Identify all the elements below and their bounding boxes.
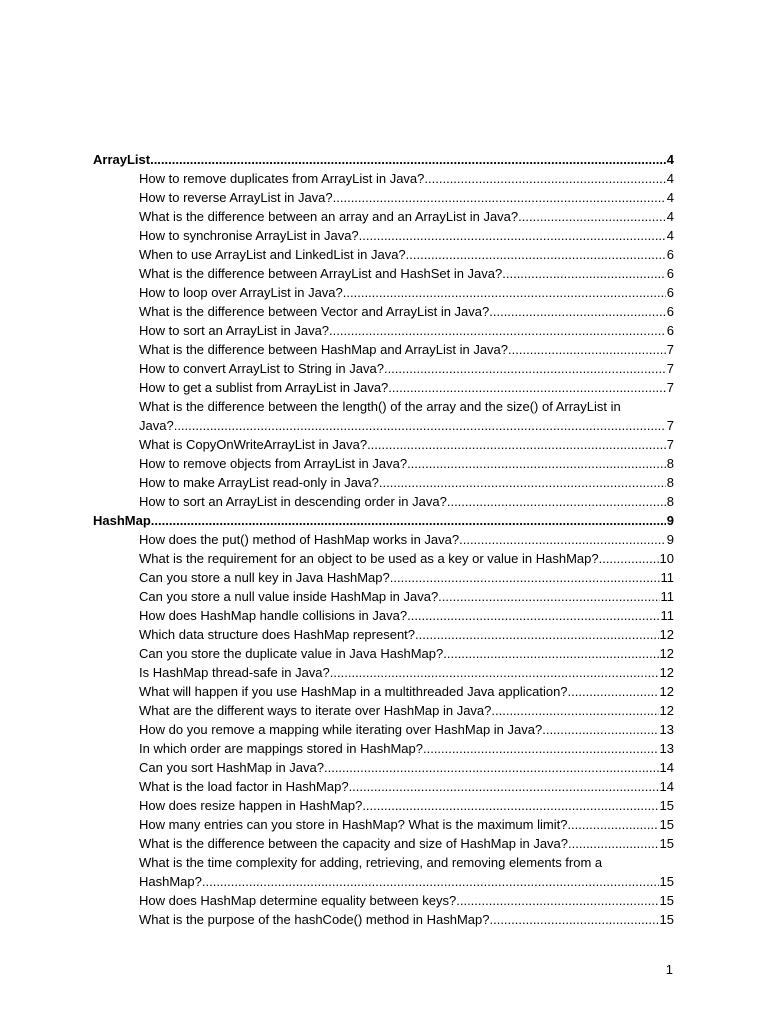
- toc-entry-page: 4: [666, 228, 674, 243]
- toc-entry-page: 15: [659, 893, 674, 908]
- toc-entry-page: 6: [666, 285, 674, 300]
- toc-entry-title: Can you store a null value inside HashMap in Java?: [139, 589, 439, 604]
- toc-entry-page: 11: [660, 570, 674, 585]
- dot-leader: [379, 473, 666, 492]
- toc-entry-title: Can you store the duplicate value in Java HashMap?: [139, 646, 444, 661]
- toc-entry-page: 8: [666, 494, 674, 509]
- toc-entry[interactable]: [93, 625, 674, 644]
- toc-entry[interactable]: [93, 777, 674, 796]
- toc-entry[interactable]: [93, 549, 674, 568]
- toc-entry-title: How does HashMap determine equality between keys?: [139, 893, 457, 908]
- dot-leader: [489, 910, 658, 929]
- toc-entry-page: 12: [659, 665, 674, 680]
- dot-leader: [367, 435, 666, 454]
- dot-leader: [202, 872, 659, 891]
- dot-leader: [415, 625, 659, 644]
- toc-entry-page: 4: [666, 190, 674, 205]
- toc-entry-title: Can you store a null key in Java HashMap?: [139, 570, 390, 585]
- toc-entry-page: 7: [666, 418, 674, 433]
- toc-entry[interactable]: [93, 834, 674, 853]
- toc-entry-page: 7: [666, 361, 674, 376]
- toc-entry-page: 13: [659, 722, 674, 737]
- dot-leader: [568, 834, 659, 853]
- toc-entry-title: How to sort an ArrayList in descending order in Java?: [139, 494, 447, 509]
- toc-entry-title: When to use ArrayList and LinkedList in Java?: [139, 247, 406, 262]
- toc-entry-title: What is the purpose of the hashCode() method in HashMap?: [139, 912, 490, 927]
- dot-leader: [329, 321, 666, 340]
- dot-leader: [359, 226, 666, 245]
- toc-entry-page: 10: [659, 551, 674, 566]
- toc-entry-title: How to reverse ArrayList in Java?: [139, 190, 333, 205]
- toc-section-title: ArrayList: [93, 152, 151, 167]
- toc-entry-page: 12: [659, 684, 674, 699]
- dot-leader: [542, 720, 658, 739]
- toc-entry-title-line: What is the time complexity for adding, retrieving, and removing elements from a: [139, 855, 603, 870]
- toc-entry[interactable]: [93, 758, 674, 777]
- toc-entry-title: Is HashMap thread-safe in Java?: [139, 665, 330, 680]
- toc-entry-page: 8: [666, 456, 674, 471]
- toc-entry[interactable]: [93, 663, 674, 682]
- dot-leader: [324, 758, 659, 777]
- dot-leader: [489, 302, 666, 321]
- toc-entry-title: How many entries can you store in HashMap? What is the maximum limit?: [139, 817, 568, 832]
- toc-entry-title: What is the requirement for an object to be used as a key or value in HashMap?: [139, 551, 599, 566]
- dot-leader: [333, 188, 666, 207]
- toc-entry-title: What is the difference between Vector and ArrayList in Java?: [139, 304, 490, 319]
- toc-entry-title: How to get a sublist from ArrayList in Java?: [139, 380, 389, 395]
- toc-entry-title-line: What is the difference between the length() of the array and the size() of ArrayList in: [139, 399, 621, 414]
- dot-leader: [390, 568, 660, 587]
- toc-entry-title: What is the difference between the capacity and size of HashMap in Java?: [139, 836, 569, 851]
- toc-section[interactable]: [93, 511, 674, 530]
- toc-entry-title: How to make ArrayList read-only in Java?: [139, 475, 379, 490]
- toc-entry-page: 4: [666, 152, 674, 167]
- toc-entry-title: What is the load factor in HashMap?: [139, 779, 349, 794]
- dot-leader: [508, 340, 666, 359]
- toc-entry[interactable]: [93, 910, 674, 929]
- toc-entry[interactable]: [93, 606, 674, 625]
- dot-leader: [438, 587, 659, 606]
- toc-entry[interactable]: [93, 340, 674, 359]
- toc-entry[interactable]: [93, 378, 674, 397]
- dot-leader: [518, 207, 666, 226]
- dot-leader: [388, 378, 665, 397]
- toc-entry[interactable]: [93, 473, 674, 492]
- toc-entry[interactable]: [93, 397, 674, 435]
- toc-entry-title: How to loop over ArrayList in Java?: [139, 285, 343, 300]
- toc-entry-title: What will happen if you use HashMap in a multithreaded Java application?: [139, 684, 568, 699]
- toc-entry[interactable]: [93, 720, 674, 739]
- dot-leader: [502, 264, 666, 283]
- toc-section[interactable]: [93, 150, 674, 169]
- dot-leader: [384, 359, 666, 378]
- dot-leader: [456, 891, 658, 910]
- toc-entry-page: 11: [660, 608, 674, 623]
- dot-leader: [407, 606, 659, 625]
- dot-leader: [424, 169, 665, 188]
- dot-leader: [567, 815, 658, 834]
- dot-leader: [599, 549, 659, 568]
- toc-entry[interactable]: [93, 644, 674, 663]
- toc-entry[interactable]: [93, 891, 674, 910]
- toc-entry-page: 15: [659, 912, 674, 927]
- toc-section-title: HashMap: [93, 513, 151, 528]
- toc-entry-page: 4: [666, 171, 674, 186]
- page-number: 1: [665, 962, 673, 977]
- toc-entry[interactable]: [93, 492, 674, 511]
- toc-entry-title: How does resize happen in HashMap?: [139, 798, 363, 813]
- dot-leader: [568, 682, 659, 701]
- toc-entry[interactable]: [93, 207, 674, 226]
- toc-entry[interactable]: [93, 530, 674, 549]
- toc-entry[interactable]: [93, 796, 674, 815]
- toc-entry-page: 9: [666, 513, 674, 528]
- toc-entry-page: 4: [666, 209, 674, 224]
- toc-entry-page: 6: [666, 266, 674, 281]
- dot-leader: [406, 245, 666, 264]
- toc-entry[interactable]: [93, 283, 674, 302]
- toc-entry[interactable]: [93, 435, 674, 454]
- toc-entry[interactable]: [93, 188, 674, 207]
- toc-entry-title: How to remove duplicates from ArrayList in Java?: [139, 171, 425, 186]
- toc-entry-title: What is CopyOnWriteArrayList in Java?: [139, 437, 368, 452]
- toc-entry[interactable]: [93, 682, 674, 701]
- dot-leader: [150, 150, 666, 169]
- toc-entry-page: 14: [659, 760, 674, 775]
- toc-entry[interactable]: [93, 587, 674, 606]
- toc-entry[interactable]: [93, 815, 674, 834]
- table-of-contents: [93, 150, 674, 929]
- toc-entry-page: 7: [666, 437, 674, 452]
- dot-leader: [443, 644, 658, 663]
- toc-entry[interactable]: [93, 454, 674, 473]
- toc-entry-title: How to synchronise ArrayList in Java?: [139, 228, 359, 243]
- toc-entry-page: 14: [659, 779, 674, 794]
- toc-entry[interactable]: [93, 226, 674, 245]
- dot-leader: [362, 796, 658, 815]
- toc-entry[interactable]: [93, 359, 674, 378]
- toc-entry[interactable]: [93, 245, 674, 264]
- toc-entry-title: Java?: [139, 418, 174, 433]
- toc-entry-title: HashMap?: [139, 874, 202, 889]
- toc-entry-title: How does the put() method of HashMap works in Java?: [139, 532, 460, 547]
- toc-entry-page: 15: [659, 836, 674, 851]
- dot-leader: [423, 739, 659, 758]
- toc-entry[interactable]: [93, 568, 674, 587]
- toc-entry[interactable]: [93, 264, 674, 283]
- dot-leader: [447, 492, 666, 511]
- dot-leader: [407, 454, 666, 473]
- toc-entry-page: 11: [660, 589, 674, 604]
- dot-leader: [174, 416, 666, 435]
- toc-entry-page: 15: [659, 798, 674, 813]
- toc-entry-title: What is the difference between an array and an ArrayList in Java?: [139, 209, 519, 224]
- dot-leader: [459, 530, 666, 549]
- toc-entry-title: How to remove objects from ArrayList in Java?: [139, 456, 408, 471]
- toc-entry-title: What is the difference between ArrayList and HashSet in Java?: [139, 266, 503, 281]
- toc-entry[interactable]: [93, 302, 674, 321]
- toc-entry[interactable]: [93, 853, 674, 891]
- toc-entry-page: 8: [666, 475, 674, 490]
- toc-entry-page: 7: [666, 342, 674, 357]
- toc-entry-title: How to sort an ArrayList in Java?: [139, 323, 330, 338]
- toc-entry-page: 12: [659, 703, 674, 718]
- toc-entry-title: How do you remove a mapping while iterating over HashMap in Java?: [139, 722, 543, 737]
- toc-entry-page: 13: [659, 741, 674, 756]
- dot-leader: [491, 701, 658, 720]
- toc-entry-title: How does HashMap handle collisions in Java?: [139, 608, 408, 623]
- dot-leader: [330, 663, 659, 682]
- toc-entry-page: 6: [666, 247, 674, 262]
- toc-entry[interactable]: [93, 169, 674, 188]
- toc-entry-title: In which order are mappings stored in HashMap?: [139, 741, 423, 756]
- toc-entry-title: How to convert ArrayList to String in Java?: [139, 361, 384, 376]
- toc-entry-page: 6: [666, 323, 674, 338]
- toc-entry[interactable]: [93, 701, 674, 720]
- toc-entry-title: Which data structure does HashMap represent?: [139, 627, 416, 642]
- toc-entry-page: 15: [659, 817, 674, 832]
- toc-entry-page: 9: [666, 532, 674, 547]
- toc-entry-page: 12: [659, 627, 674, 642]
- toc-entry-page: 7: [666, 380, 674, 395]
- toc-entry-title: What are the different ways to iterate over HashMap in Java?: [139, 703, 492, 718]
- dot-leader: [349, 777, 659, 796]
- dot-leader: [151, 511, 666, 530]
- dot-leader: [343, 283, 666, 302]
- toc-entry-page: 15: [659, 874, 674, 889]
- toc-entry-title: Can you sort HashMap in Java?: [139, 760, 324, 775]
- toc-entry-page: 6: [666, 304, 674, 319]
- toc-entry[interactable]: [93, 321, 674, 340]
- toc-entry-title: What is the difference between HashMap and ArrayList in Java?: [139, 342, 509, 357]
- toc-entry-page: 12: [659, 646, 674, 661]
- toc-entry[interactable]: [93, 739, 674, 758]
